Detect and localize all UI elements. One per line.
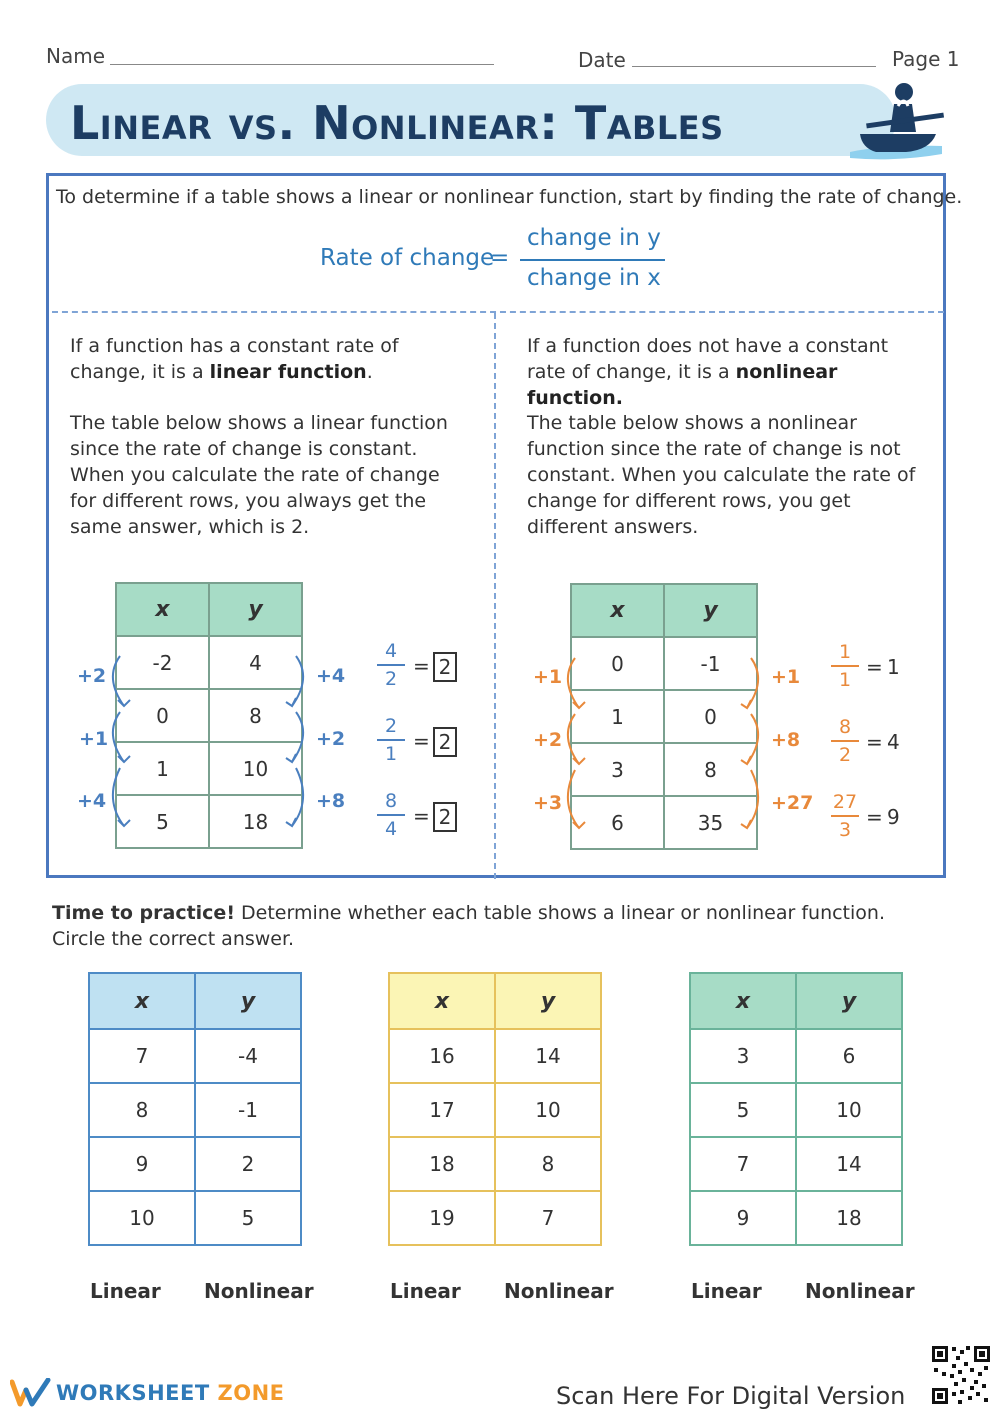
nonlinear-choice[interactable]: Nonlinear [805, 1279, 915, 1303]
cell-y: 4 [209, 636, 302, 689]
page-number: Page 1 [892, 47, 960, 71]
cell-x: 16 [389, 1029, 495, 1083]
linear-change-arrows [100, 650, 320, 840]
rate-fraction: 2 1 [377, 715, 405, 765]
practice-table-2 [388, 972, 602, 1246]
cell-y: 8 [495, 1137, 601, 1191]
table-row [89, 1029, 301, 1083]
x-change-label: +4 [77, 790, 107, 812]
cell-y: 0 [664, 690, 757, 743]
cell-y: 10 [209, 742, 302, 795]
intro-text: To determine if a table shows a linear or nonlinear function, start by finding the rate of change. [56, 186, 963, 208]
scan-text: Scan Here For Digital Version [556, 1382, 906, 1410]
formula-equals: = [490, 245, 510, 271]
table-row [690, 1083, 902, 1137]
cell-x: 18 [389, 1137, 495, 1191]
page-title: Linear vs. Nonlinear: Tables [70, 96, 724, 150]
linear-choice[interactable]: Linear [390, 1279, 461, 1303]
y-change-label: +8 [771, 729, 801, 751]
rate-result: 4 [887, 730, 900, 754]
fraction-bar [520, 259, 665, 261]
x-change-label: +2 [533, 729, 563, 751]
header-x: x [89, 973, 195, 1029]
kayaker-icon [846, 76, 950, 164]
nonlinear-choice[interactable]: Nonlinear [504, 1279, 614, 1303]
table-row [89, 1137, 301, 1191]
date-field[interactable] [632, 66, 876, 67]
cell-x: 7 [690, 1137, 796, 1191]
practice-instructions: Time to practice! Determine whether each table shows a linear or nonlinear function. Circle the correct answer. [52, 902, 885, 950]
cell-x: 0 [571, 637, 664, 690]
formula-denominator: change in x [527, 265, 661, 291]
name-field[interactable] [110, 64, 494, 65]
vertical-divider [494, 313, 496, 879]
cell-x: -2 [116, 636, 209, 689]
qr-code-icon[interactable] [930, 1344, 992, 1406]
cell-y: 14 [495, 1029, 601, 1083]
equals-sign: = [866, 805, 883, 829]
practice-table-1 [88, 972, 302, 1246]
table-row [89, 1083, 301, 1137]
header-x: x [116, 583, 209, 636]
table-row [389, 1029, 601, 1083]
equals-sign: = [413, 654, 430, 678]
y-change-label: +1 [771, 666, 801, 688]
table-row [389, 1191, 601, 1245]
x-change-label: +1 [79, 728, 109, 750]
header-y: y [796, 973, 902, 1029]
cell-x: 5 [116, 795, 209, 848]
cell-x: 7 [89, 1029, 195, 1083]
rate-result: 2 [433, 727, 457, 757]
cell-y: 7 [495, 1191, 601, 1245]
equals-sign: = [413, 729, 430, 753]
cell-y: -1 [664, 637, 757, 690]
linear-choice[interactable]: Linear [691, 1279, 762, 1303]
table-row [389, 1083, 601, 1137]
header-y: y [664, 584, 757, 637]
cell-y: 2 [195, 1137, 301, 1191]
header-y: y [209, 583, 302, 636]
rate-result: 2 [433, 802, 457, 832]
cell-y: 6 [796, 1029, 902, 1083]
rate-result: 1 [887, 655, 900, 679]
header-y: y [495, 973, 601, 1029]
rate-of-change-label: Rate of change [320, 245, 495, 271]
cell-x: 8 [89, 1083, 195, 1137]
cell-x: 19 [389, 1191, 495, 1245]
linear-explanation: The table below shows a linear function since the rate of change is constant. When you calculate the rate of change for different rows, you always get the same answer, which is 2. [70, 412, 448, 538]
cell-x: 1 [571, 690, 664, 743]
x-change-label: +2 [77, 665, 107, 687]
rate-fraction: 4 2 [377, 640, 405, 690]
equals-sign: = [413, 804, 430, 828]
x-change-label: +3 [533, 792, 563, 814]
rate-fraction: 27 3 [832, 791, 858, 841]
table-row [690, 1137, 902, 1191]
x-change-label: +1 [533, 666, 563, 688]
linear-definition: If a function has a constant rate of change, it is a linear function. [70, 335, 399, 383]
cell-x: 6 [571, 796, 664, 849]
cell-y: 8 [664, 743, 757, 796]
header-x: x [571, 584, 664, 637]
nonlinear-change-arrows [555, 652, 775, 842]
cell-y: 14 [796, 1137, 902, 1191]
cell-x: 17 [389, 1083, 495, 1137]
cell-y: 35 [664, 796, 757, 849]
cell-y: 18 [209, 795, 302, 848]
y-change-label: +27 [771, 792, 814, 814]
cell-x: 9 [89, 1137, 195, 1191]
table-row [389, 1137, 601, 1191]
practice-table-3 [689, 972, 903, 1246]
rate-result: 2 [433, 652, 457, 682]
date-label: Date [578, 48, 626, 72]
cell-y: 8 [209, 689, 302, 742]
cell-y: 10 [495, 1083, 601, 1137]
cell-x: 0 [116, 689, 209, 742]
formula-numerator: change in y [527, 225, 661, 251]
worksheetzone-logo[interactable]: WORKSHEET ZONE [56, 1381, 285, 1405]
rate-fraction: 1 1 [831, 641, 859, 691]
y-change-label: +2 [316, 728, 346, 750]
table-row [690, 1029, 902, 1083]
cell-x: 9 [690, 1191, 796, 1245]
table-row [89, 1191, 301, 1245]
rate-fraction: 8 4 [377, 790, 405, 840]
cell-x: 1 [116, 742, 209, 795]
header-x: x [690, 973, 796, 1029]
cell-y: -4 [195, 1029, 301, 1083]
rate-result: 9 [887, 805, 900, 829]
cell-y: 5 [195, 1191, 301, 1245]
cell-x: 10 [89, 1191, 195, 1245]
equals-sign: = [866, 655, 883, 679]
nonlinear-explanation: The table below shows a nonlinear function since the rate of change is not constant. When you calculate the rate of change for different rows, you get different answers. [527, 412, 916, 538]
cell-y: 10 [796, 1083, 902, 1137]
name-label: Name [46, 44, 106, 68]
header-x: x [389, 973, 495, 1029]
header-y: y [195, 973, 301, 1029]
cell-y: 18 [796, 1191, 902, 1245]
cell-x: 3 [571, 743, 664, 796]
rate-fraction: 8 2 [831, 716, 859, 766]
horizontal-divider [52, 311, 944, 313]
linear-choice[interactable]: Linear [90, 1279, 161, 1303]
worksheetzone-logo-icon [10, 1378, 52, 1408]
nonlinear-definition: If a function does not have a constant rate of change, it is a nonlinear function. [527, 335, 889, 409]
nonlinear-choice[interactable]: Nonlinear [204, 1279, 314, 1303]
cell-x: 5 [690, 1083, 796, 1137]
y-change-label: +8 [316, 790, 346, 812]
equals-sign: = [866, 730, 883, 754]
cell-x: 3 [690, 1029, 796, 1083]
y-change-label: +4 [316, 665, 346, 687]
cell-y: -1 [195, 1083, 301, 1137]
table-row [690, 1191, 902, 1245]
